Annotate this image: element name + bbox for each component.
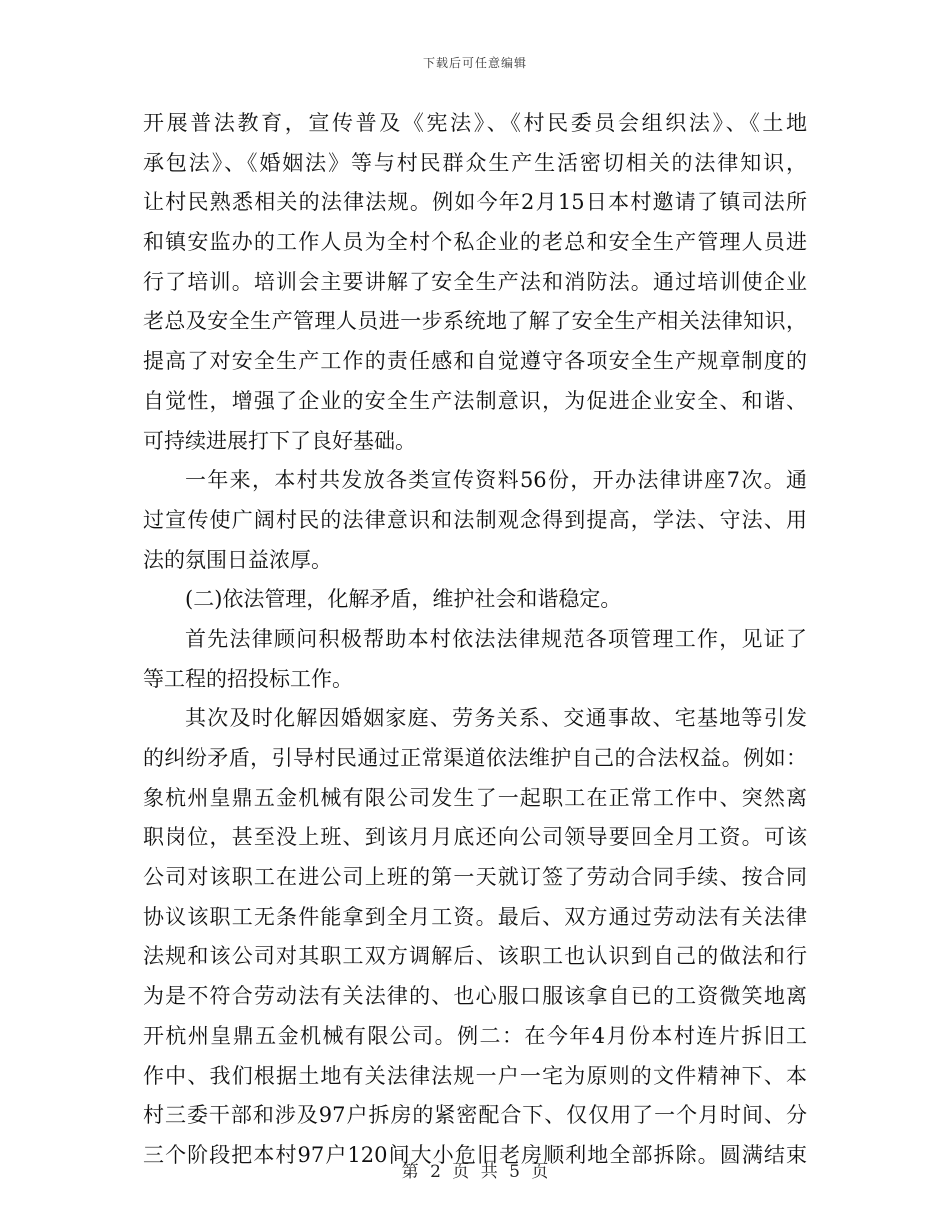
text-line: 首先法律顾问积极帮助本村依法法律规范各项管理工作，见证了 bbox=[185, 626, 807, 651]
text-line: 公司对该职工在进公司上班的第一天就订签了劳动合同手续、按合同 bbox=[143, 865, 807, 890]
text-line: 的纠纷矛盾，引导村民通过正常渠道依法维护自己的合法权益。例如： bbox=[143, 746, 807, 770]
text-line: 承包法》、《婚姻法》等与村民群众生产生活密切相关的法律知识， bbox=[143, 150, 807, 175]
text-line: 为是不符合劳动法有关法律的、也心服口服该拿自已的工资微笑地离 bbox=[143, 984, 807, 1009]
text-line: 一年来，本村共发放各类宣传资料56份，开办法律讲座7次。通 bbox=[185, 468, 807, 493]
text-line: 协议该职工无条件能拿到全月工资。最后、双方通过劳动法有关法律 bbox=[143, 904, 807, 929]
text-line: 职岗位，甚至没上班、到该月月底还向公司领导要回全月工资。可该 bbox=[143, 825, 807, 850]
text-line: 等工程的招投标工作。 bbox=[143, 666, 353, 691]
text-line: 和镇安监办的工作人员为全村个私企业的老总和安全生产管理人员进 bbox=[143, 230, 807, 255]
paragraph-annual-summary bbox=[143, 461, 807, 580]
text-line: 让村民熟悉相关的法律法规。例如今年2月15日本村邀请了镇司法所 bbox=[143, 190, 807, 215]
text-line: 法的氛围日益浓厚。 bbox=[143, 547, 332, 572]
text-line: 可持续进展打下了良好基础。 bbox=[143, 428, 416, 453]
text-line: 开杭州皇鼎五金机械有限公司。例二：在今年4月份本村连片拆旧工 bbox=[143, 1023, 807, 1048]
text-line: 法规和该公司对其职工双方调解后、该职工也认识到自己的做法和行 bbox=[143, 944, 807, 969]
page-header: 下载后可任意编辑 bbox=[422, 56, 527, 70]
text-line: 作中、我们根据土地有关法律法规一户一宅为原则的文件精神下、本 bbox=[143, 1063, 807, 1088]
page-number: 第 2 页 共 5 页 bbox=[401, 1162, 549, 1182]
text-line: 象杭州皇鼎五金机械有限公司发生了一起职工在正常工作中、突然离 bbox=[143, 785, 807, 810]
paragraph-law-education bbox=[143, 104, 807, 461]
text-line: (二)依法管理，化解矛盾，维护社会和谐稳定。 bbox=[185, 587, 622, 612]
text-line: 提高了对安全生产工作的责任感和自觉遵守各项安全生产规章制度的 bbox=[143, 349, 807, 374]
paragraph-dispute-resolution bbox=[143, 699, 807, 1175]
text-line: 老总及安全生产管理人员进一步系统地了解了安全生产相关法律知识， bbox=[143, 309, 807, 334]
section-heading bbox=[143, 580, 807, 620]
text-line: 三个阶段把本村97户120间大小危旧老房顺利地全部拆除。圆满结束 bbox=[143, 1142, 807, 1167]
text-line: 自觉性，增强了企业的安全生产法制意识，为促进企业安全、和谐、 bbox=[143, 388, 807, 413]
text-line: 其次及时化解因婚姻家庭、劳务关系、交通事故、宅基地等引发 bbox=[185, 706, 807, 731]
text-line: 行了培训。培训会主要讲解了安全生产法和消防法。通过培训使企业 bbox=[143, 269, 807, 294]
text-line: 村三委干部和涉及97户拆房的紧密配合下、仅仅用了一个月时间、分 bbox=[143, 1103, 807, 1128]
text-line: 过宣传使广阔村民的法律意识和法制观念得到提高，学法、守法、用 bbox=[143, 507, 807, 532]
paragraph-legal-advisor bbox=[143, 620, 807, 699]
text-line: 开展普法教育，宣传普及《宪法》、《村民委员会组织法》、《土地 bbox=[143, 111, 807, 135]
document-body bbox=[143, 104, 807, 1176]
